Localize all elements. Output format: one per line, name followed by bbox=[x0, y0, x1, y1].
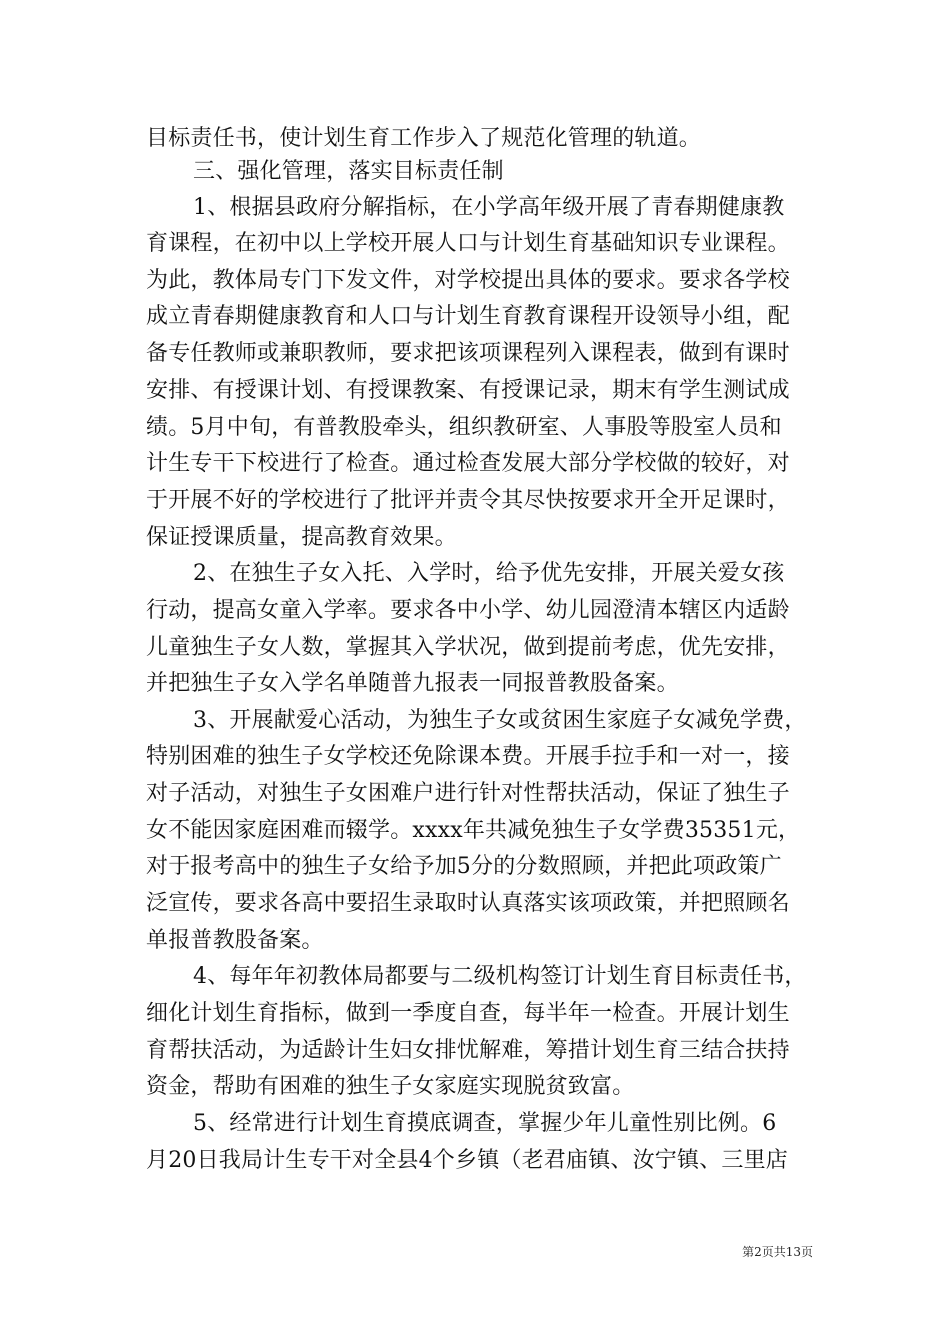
text-line: 资金，帮助有困难的独生子女家庭实现脱贫致富。 bbox=[146, 1074, 635, 1099]
text-line: 泛宣传，要求各高中要招生录取时认真落实该项政策，并把照顾名 bbox=[146, 891, 790, 916]
section-heading: 三、强化管理，落实目标责任制 bbox=[193, 159, 504, 184]
text-line: 特别困难的独生子女学校还免除课本费。开展手拉手和一对一，接 bbox=[146, 744, 790, 769]
text-line: 备专任教师或兼职教师，要求把该项课程列入课程表，做到有课时 bbox=[146, 341, 790, 366]
text-line: 并把独生子女入学名单随普九报表一同报普教股备案。 bbox=[146, 671, 679, 696]
text-line: 5、经常进行计划生育摸底调查，掌握少年儿童性别比例。6 bbox=[193, 1111, 777, 1136]
text-line: 儿童独生子女人数，掌握其入学状况，做到提前考虑，优先安排， bbox=[146, 635, 790, 660]
text-line: 1、根据县政府分解指标，在小学高年级开展了青春期健康教 bbox=[193, 195, 785, 220]
text-line: 绩。5月中旬，有普教股牵头，组织教研室、人事股等股室人员和 bbox=[146, 415, 782, 440]
text-line: 3、开展献爱心活动，为独生子女或贫困生家庭子女减免学费， bbox=[193, 708, 807, 733]
text-line: 对子活动，对独生子女困难户进行针对性帮扶活动，保证了独生子 bbox=[146, 781, 790, 806]
text-line: 细化计划生育指标，做到一季度自查，每半年一检查。开展计划生 bbox=[146, 1001, 790, 1026]
text-line: 成立青春期健康教育和人口与计划生育教育课程开设领导小组，配 bbox=[146, 304, 790, 329]
text-line: 于开展不好的学校进行了批评并责令其尽快按要求开全开足课时， bbox=[146, 488, 790, 513]
text-line: 为此，教体局专门下发文件，对学校提出具体的要求。要求各学校 bbox=[146, 268, 790, 293]
page-number: 第2页共13页 bbox=[742, 1245, 813, 1259]
text-line: 女不能因家庭困难而辍学。xxxx年共减免独生子女学费35351元， bbox=[146, 818, 801, 843]
text-line: 对于报考高中的独生子女给予加5分的分数照顾，并把此项政策广 bbox=[146, 854, 782, 879]
text-line: 月20日我局计生专干对全县4个乡镇（老君庙镇、汝宁镇、三里店 bbox=[146, 1148, 788, 1173]
text-line: 计生专干下校进行了检查。通过检查发展大部分学校做的较好，对 bbox=[146, 451, 790, 476]
text-line: 目标责任书，使计划生育工作步入了规范化管理的轨道。 bbox=[146, 126, 702, 151]
text-line: 育课程，在初中以上学校开展人口与计划生育基础知识专业课程。 bbox=[146, 231, 790, 256]
text-line: 安排、有授课计划、有授课教案、有授课记录，期末有学生测试成 bbox=[146, 378, 790, 403]
text-line: 4、每年年初教体局都要与二级机构签订计划生育目标责任书， bbox=[193, 964, 807, 989]
text-line: 育帮扶活动，为适龄计生妇女排忧解难，筹措计划生育三结合扶持 bbox=[146, 1038, 790, 1063]
text-line: 单报普教股备案。 bbox=[146, 928, 324, 953]
text-line: 2、在独生子女入托、入学时，给予优先安排，开展关爱女孩 bbox=[193, 561, 785, 586]
text-line: 保证授课质量，提高教育效果。 bbox=[146, 525, 457, 550]
text-line: 行动，提高女童入学率。要求各中小学、幼儿园澄清本辖区内适龄 bbox=[146, 598, 790, 623]
